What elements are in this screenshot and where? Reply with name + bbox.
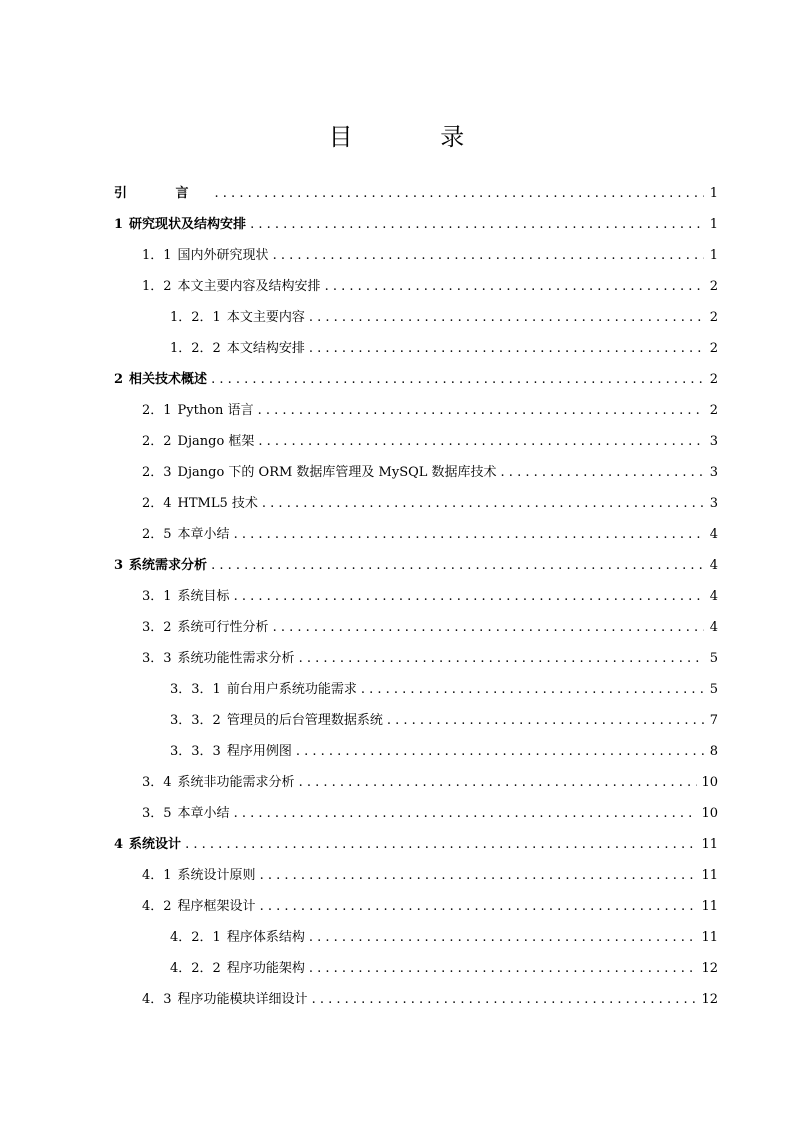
toc-entry-text: 程序框架设计: [177, 899, 256, 914]
toc-entry-number: 3．3．1: [170, 682, 221, 697]
toc-leader-dots: [250, 209, 704, 240]
toc-entry-text: 本文主要内容及结构安排: [177, 279, 321, 294]
toc-entry-label: [170, 333, 305, 364]
toc-leader-dots: [273, 240, 704, 271]
toc-entry-label: [142, 984, 308, 1015]
toc-leader-dots: [234, 798, 698, 829]
toc-entry-page: 4: [709, 558, 718, 573]
table-of-contents: [114, 178, 718, 1015]
toc-entry-label: [142, 271, 321, 302]
toc-entry[interactable]: [114, 829, 718, 860]
toc-entry-text: Django 框架: [177, 434, 255, 449]
toc-entry-text: 程序功能模块详细设计: [177, 992, 308, 1007]
toc-entry-page: 2: [709, 403, 718, 418]
toc-leader-dots: [262, 488, 704, 519]
toc-entry-page: 4: [709, 527, 718, 542]
toc-leader-dots: [309, 953, 698, 984]
toc-entry-page: 11: [701, 930, 718, 945]
toc-entry[interactable]: [114, 736, 718, 767]
toc-entry-page: 1: [709, 217, 718, 232]
toc-entry-text: 引 言: [114, 186, 211, 201]
toc-entry-label: [114, 829, 181, 860]
toc-entry-page: 5: [709, 682, 718, 697]
toc-leader-dots: [258, 426, 704, 457]
toc-entry-number: 2．2: [142, 434, 172, 449]
toc-entry-page: 10: [701, 775, 718, 790]
toc-entry-page: 4: [709, 589, 718, 604]
toc-entry-text: 程序功能架构: [226, 961, 305, 976]
toc-entry-label: [170, 736, 292, 767]
toc-entry-text: 本文结构安排: [226, 341, 305, 356]
toc-entry-label: [142, 457, 497, 488]
toc-entry[interactable]: [114, 395, 718, 426]
toc-leader-dots: [296, 736, 704, 767]
toc-entry-page: 2: [709, 341, 718, 356]
toc-entry-label: [142, 891, 256, 922]
toc-entry-text: 系统需求分析: [129, 558, 208, 573]
toc-entry-text: 本文主要内容: [226, 310, 305, 325]
toc-entry[interactable]: [114, 798, 718, 829]
toc-entry-page: 8: [709, 744, 718, 759]
toc-entry[interactable]: [114, 581, 718, 612]
toc-entry-label: [170, 302, 305, 333]
toc-entry-label: [170, 922, 305, 953]
toc-leader-dots: [211, 550, 704, 581]
toc-entry-text: 程序用例图: [226, 744, 292, 759]
toc-entry-label: [142, 612, 269, 643]
toc-entry-page: 3: [709, 465, 718, 480]
toc-leader-dots: [211, 364, 704, 395]
toc-leader-dots: [258, 395, 704, 426]
toc-entry-number: 1．1: [142, 248, 172, 263]
toc-entry[interactable]: [114, 860, 718, 891]
toc-entry-page: 12: [701, 992, 718, 1007]
toc-entry[interactable]: [114, 240, 718, 271]
toc-entry-page: 12: [701, 961, 718, 976]
toc-entry-page: 3: [709, 496, 718, 511]
toc-entry-label: [142, 395, 254, 426]
toc-entry-label: [114, 550, 207, 581]
toc-entry[interactable]: [114, 488, 718, 519]
toc-entry-page: 5: [709, 651, 718, 666]
toc-entry-label: [170, 953, 305, 984]
toc-entry-text: Django 下的 ORM 数据库管理及 MySQL 数据库技术: [177, 465, 497, 480]
toc-title: 目 录: [328, 123, 505, 151]
toc-entry-text: 前台用户系统功能需求: [226, 682, 357, 697]
toc-entry[interactable]: [114, 302, 718, 333]
toc-entry-number: 3．3．2: [170, 713, 221, 728]
toc-leader-dots: [309, 333, 704, 364]
toc-leader-dots: [387, 705, 704, 736]
toc-entry[interactable]: [114, 643, 718, 674]
toc-entry-number: 4．2．2: [170, 961, 221, 976]
toc-entry-label: [170, 705, 383, 736]
toc-entry[interactable]: [114, 271, 718, 302]
toc-entry-label: [170, 674, 357, 705]
toc-entry-number: 3．4: [142, 775, 172, 790]
toc-entry-text: 系统设计: [129, 837, 182, 852]
toc-leader-dots: [273, 612, 704, 643]
toc-entry-text: Python 语言: [177, 403, 254, 418]
toc-entry[interactable]: [114, 519, 718, 550]
toc-entry-text: 本章小结: [177, 806, 230, 821]
toc-entry[interactable]: [114, 767, 718, 798]
toc-entry-label: [142, 798, 230, 829]
toc-entry-number: 3．1: [142, 589, 172, 604]
toc-leader-dots: [309, 922, 698, 953]
toc-leader-dots: [299, 643, 704, 674]
toc-entry-page: 10: [701, 806, 718, 821]
toc-leader-dots: [185, 829, 697, 860]
toc-entry[interactable]: [114, 674, 718, 705]
toc-entry-label: [114, 178, 211, 209]
toc-entry-number: 2．4: [142, 496, 172, 511]
toc-entry-page: 11: [701, 868, 718, 883]
toc-entry-number: 1．2．1: [170, 310, 221, 325]
toc-entry-number: 2．5: [142, 527, 172, 542]
toc-entry-label: [142, 488, 258, 519]
toc-leader-dots: [215, 178, 704, 209]
toc-leader-dots: [234, 581, 704, 612]
toc-entry-number: 3．3．3: [170, 744, 221, 759]
toc-entry[interactable]: [114, 457, 718, 488]
toc-entry-number: 4: [114, 837, 124, 852]
toc-entry-label: [142, 767, 295, 798]
toc-entry-text: 本章小结: [177, 527, 230, 542]
toc-entry[interactable]: [114, 612, 718, 643]
toc-entry-number: 3．5: [142, 806, 172, 821]
toc-entry-number: 4．2: [142, 899, 172, 914]
toc-entry-label: [142, 519, 230, 550]
toc-entry-label: [142, 581, 230, 612]
toc-entry-text: 管理员的后台管理数据系统: [226, 713, 383, 728]
toc-entry-page: 11: [701, 837, 718, 852]
toc-entry-page: 2: [709, 279, 718, 294]
toc-leader-dots: [260, 891, 698, 922]
toc-entry[interactable]: [114, 891, 718, 922]
toc-entry-page: 1: [709, 186, 718, 201]
toc-entry-page: 2: [709, 310, 718, 325]
toc-entry-label: [114, 364, 207, 395]
toc-entry-page: 3: [709, 434, 718, 449]
toc-entry-label: [142, 860, 256, 891]
toc-leader-dots: [309, 302, 704, 333]
toc-entry-text: HTML5 技术: [177, 496, 258, 511]
toc-entry-text: 系统设计原则: [177, 868, 256, 883]
toc-entry-number: 3．3: [142, 651, 172, 666]
toc-entry[interactable]: [114, 550, 718, 581]
toc-leader-dots: [361, 674, 704, 705]
toc-leader-dots: [260, 860, 698, 891]
toc-entry-number: 4．1: [142, 868, 172, 883]
toc-leader-dots: [325, 271, 704, 302]
toc-entry-text: 系统功能性需求分析: [177, 651, 295, 666]
toc-entry[interactable]: [114, 333, 718, 364]
toc-entry-text: 相关技术概述: [129, 372, 208, 387]
toc-entry[interactable]: [114, 426, 718, 457]
toc-entry-number: 3: [114, 558, 124, 573]
toc-entry-page: 1: [709, 248, 718, 263]
toc-entry-number: 4．2．1: [170, 930, 221, 945]
toc-entry[interactable]: [114, 364, 718, 395]
toc-entry-text: 系统非功能需求分析: [177, 775, 295, 790]
toc-entry-number: 3．2: [142, 620, 172, 635]
toc-entry[interactable]: [114, 984, 718, 1015]
toc-entry[interactable]: [114, 922, 718, 953]
toc-entry-label: [142, 643, 295, 674]
toc-leader-dots: [299, 767, 698, 798]
toc-entry-number: 4．3: [142, 992, 172, 1007]
toc-entry-text: 程序体系结构: [226, 930, 305, 945]
toc-entry-text: 研究现状及结构安排: [129, 217, 247, 232]
toc-entry-page: 11: [701, 899, 718, 914]
toc-entry-number: 2．3: [142, 465, 172, 480]
toc-entry-label: [114, 209, 246, 240]
toc-entry-text: 系统目标: [177, 589, 230, 604]
toc-entry[interactable]: [114, 705, 718, 736]
toc-entry-page: 4: [709, 620, 718, 635]
toc-entry-page: 2: [709, 372, 718, 387]
toc-entry-number: 1: [114, 217, 124, 232]
toc-entry-number: 1．2: [142, 279, 172, 294]
toc-leader-dots: [234, 519, 704, 550]
toc-entry-label: [142, 240, 269, 271]
toc-entry-text: 系统可行性分析: [177, 620, 269, 635]
toc-entry[interactable]: [114, 953, 718, 984]
toc-entry[interactable]: [114, 209, 718, 240]
toc-entry[interactable]: [114, 178, 718, 209]
toc-leader-dots: [312, 984, 698, 1015]
toc-entry-label: [142, 426, 254, 457]
toc-entry-number: 2: [114, 372, 124, 387]
toc-entry-number: 1．2．2: [170, 341, 221, 356]
toc-entry-number: 2．1: [142, 403, 172, 418]
toc-entry-text: 国内外研究现状: [177, 248, 269, 263]
toc-leader-dots: [501, 457, 704, 488]
toc-entry-page: 7: [709, 713, 718, 728]
